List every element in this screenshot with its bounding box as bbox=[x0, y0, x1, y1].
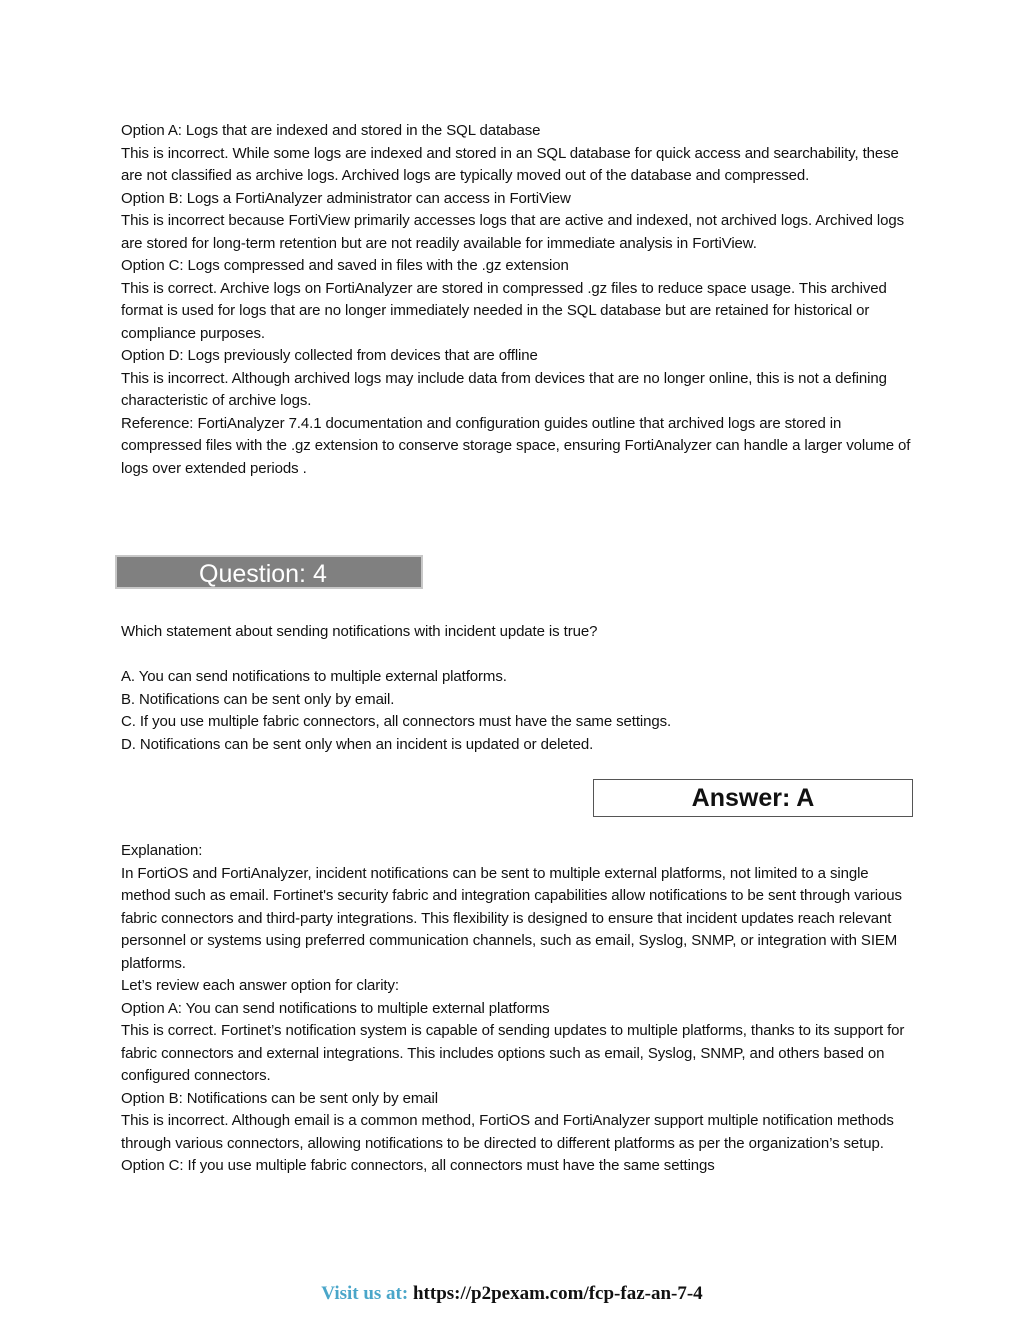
page-footer bbox=[0, 1283, 1024, 1305]
option-d-heading: Option D: Logs previously collected from devices that are offline bbox=[121, 347, 538, 364]
explanation-intro: In FortiOS and FortiAnalyzer, incident notifications can be sent to multiple external platforms, not limited to a single method such as email. Fortinet's security fabric and integration capabilities allow notifications to be sent through various fabric connectors and third-party integrations. This flexibility is designed to ensure that incident updates reach relevant personnel or systems using preferred communication channels, such as email, Syslog, SNMP, or integration with SIEM platforms. bbox=[121, 864, 902, 972]
explanation-option-b-heading: Option B: Notifications can be sent only by email bbox=[121, 1089, 438, 1107]
footer-url-link[interactable]: https://p2pexam.com/fcp-faz-an-7-4 bbox=[412, 1283, 703, 1304]
footer-visit-label: Visit us at: bbox=[321, 1283, 409, 1304]
option-d-text: This is incorrect. Although archived logs may include data from devices that are no longer online, this is not a defining characteristic of archive logs. bbox=[121, 369, 887, 409]
explanation-section bbox=[121, 840, 911, 1178]
explanation-option-c-heading: Option C: If you use multiple fabric connectors, all connectors must have the same settings bbox=[121, 1157, 715, 1174]
option-a-heading: Option A: Logs that are indexed and stored in the SQL database bbox=[121, 122, 541, 139]
option-a-text: This is incorrect. While some logs are indexed and stored in an SQL database for quick access and searchability, these are not classified as archive logs. Archived logs are typically moved out of the database and compressed. bbox=[121, 144, 899, 184]
spacer bbox=[121, 644, 911, 667]
answer-option-a: A. You can send notifications to multiple external platforms. bbox=[121, 668, 507, 685]
review-intro: Let’s review each answer option for clarity: bbox=[121, 977, 399, 994]
answer-box bbox=[593, 779, 913, 817]
explanation-option-b-text: This is incorrect. Although email is a common method, FortiOS and FortiAnalyzer support multiple notification methods through various connectors, allowing notifications to be directed to different platforms as per the organization’s setup. bbox=[121, 1112, 894, 1152]
answer-option-d: D. Notifications can be sent only when an incident is updated or deleted. bbox=[121, 735, 594, 753]
explanation-option-a-heading: Option A: You can send notifications to multiple external platforms bbox=[121, 999, 550, 1017]
explanation-option-a-text: This is correct. Fortinet’s notification system is capable of sending updates to multiple platforms, thanks to its support for fabric connectors and external integrations. This includes options such as email, Syslog, SNMP, and others based on configured connectors. bbox=[121, 1022, 905, 1084]
option-c-heading: Option C: Logs compressed and saved in files with the .gz extension bbox=[121, 257, 569, 274]
question-number: Question: 4 bbox=[199, 560, 327, 588]
question-banner bbox=[115, 555, 423, 589]
reference-text: Reference: FortiAnalyzer 7.4.1 documentation and configuration guides outline that archived logs are stored in compressed files with the .gz extension to conserve storage space, ensuring FortiAnalyzer can handle a larger volume of logs over extended periods . bbox=[121, 414, 911, 477]
previous-answer-explanation bbox=[121, 120, 911, 480]
option-b-heading: Option B: Logs a FortiAnalyzer administrator can access in FortiView bbox=[121, 189, 571, 207]
option-c-text: This is correct. Archive logs on FortiAnalyzer are stored in compressed .gz files to reduce space usage. This archived format is used for logs that are no longer immediately needed in the SQL database but are retained for historical or compliance purposes. bbox=[121, 279, 887, 342]
explanation-heading: Explanation: bbox=[121, 842, 203, 859]
answer-option-b: B. Notifications can be sent only by email. bbox=[121, 690, 395, 708]
question-text: Which statement about sending notifications with incident update is true? bbox=[121, 623, 598, 640]
question-body bbox=[121, 621, 911, 756]
answer-option-c: C. If you use multiple fabric connectors, all connectors must have the same settings. bbox=[121, 713, 672, 730]
answer-label: Answer: A bbox=[691, 784, 815, 812]
option-b-text: This is incorrect because FortiView primarily accesses logs that are active and indexed, not archived logs. Archived logs are stored for long-term retention but are not readily available for immediate analysis in FortiView. bbox=[121, 212, 905, 252]
